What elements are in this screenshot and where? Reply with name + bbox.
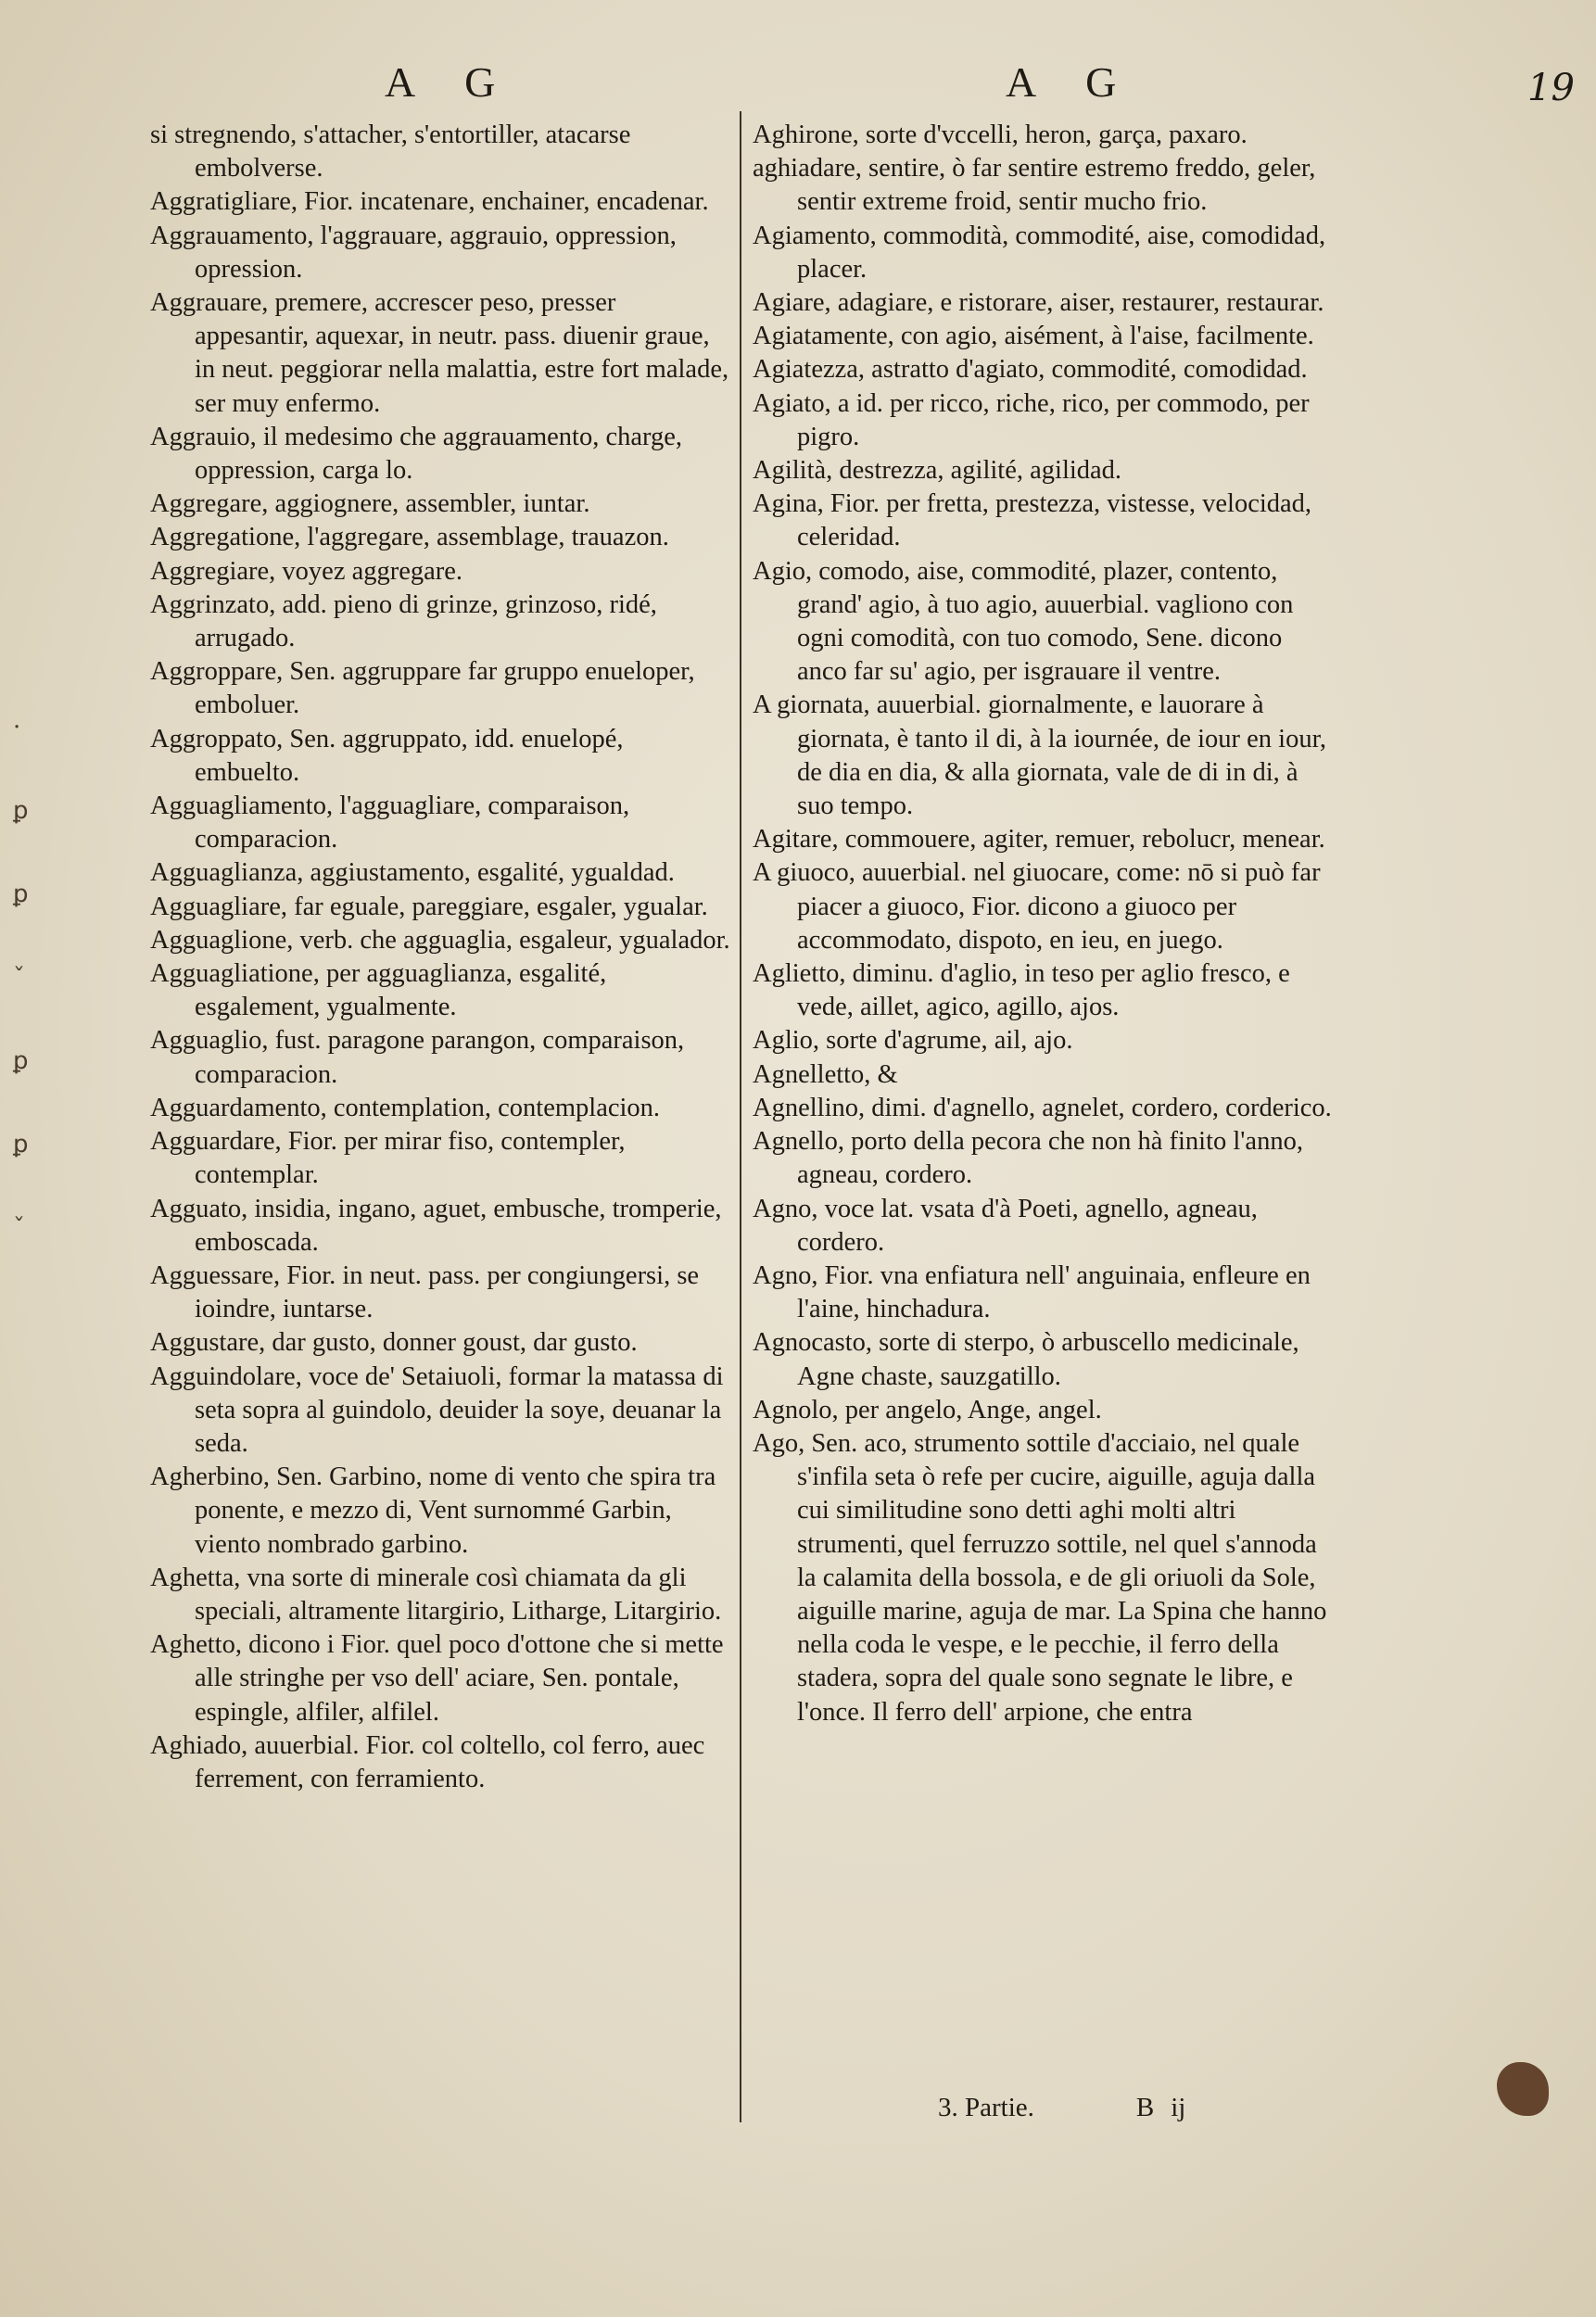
footer-part: 3. Partie. <box>938 2093 1034 2122</box>
dictionary-entry: Aggrauio, il medesimo che aggrauamento, charge, oppression, carga lo. <box>150 422 683 486</box>
dictionary-entry: Agnelletto, & <box>753 1059 898 1089</box>
dictionary-entry: si stregnendo, s'attacher, s'entortiller, atacarse embolverse. <box>150 120 631 184</box>
dictionary-entry: Agherbino, Sen. Garbino, nome di vento che spira tra ponente, e mezzo di, Vent surnommé Garbin, viento nombrado garbino. <box>150 1462 716 1559</box>
page-number: 19 <box>1527 67 1575 109</box>
column-divider <box>740 111 741 2122</box>
dictionary-entry: Agiamento, commodità, commodité, aise, comodidad, placer. <box>753 221 1326 284</box>
dictionary-entry: Agiatezza, astratto d'agiato, commodité, comodidad. <box>753 355 1308 385</box>
dictionary-entry: Agno, voce lat. vsata d'à Poeti, agnello, agneau, cordero. <box>753 1194 1258 1257</box>
dictionary-entry: Aggustare, dar gusto, donner goust, dar gusto. <box>150 1328 638 1358</box>
dictionary-entry: Agguato, insidia, ingano, aguet, embusche, tromperie, emboscada. <box>150 1194 722 1257</box>
margin-marks: · ꝑ ꝑ ˇ ꝑ ꝑ ˇ <box>13 714 29 1242</box>
running-head-right: A G <box>1006 58 1137 106</box>
dictionary-entry: Agiato, a id. per ricco, riche, rico, per commodo, per pigro. <box>753 388 1310 451</box>
dictionary-entry: Agguaglione, verb. che agguaglia, esgaleur, ygualador. <box>150 925 730 955</box>
dictionary-entry: Agilità, destrezza, agilité, agilidad. <box>753 456 1122 486</box>
dictionary-entry: Agnolo, per angelo, Ange, angel. <box>753 1395 1102 1424</box>
dictionary-entry: Agio, comodo, aise, commodité, plazer, contento, grand' agio, à tuo agio, auuerbial. vagliono con ogni comodità, con tuo comodo, Sene. dicono anco far su' agio, per isgrauare il ventre. <box>753 556 1294 687</box>
dictionary-entry: Aggrauamento, l'aggrauare, aggrauio, oppression, opression. <box>150 221 677 284</box>
dictionary-entry: Aggratigliare, Fior. incatenare, enchainer, encadenar. <box>150 187 709 217</box>
dictionary-entry: Agnocasto, sorte di sterpo, ò arbuscello medicinale, Agne chaste, sauzgatillo. <box>753 1328 1299 1391</box>
dictionary-entry: Agguaglianza, aggiustamento, esgalité, ygualdad. <box>150 858 675 888</box>
dictionary-entry: Aghetta, vna sorte di minerale così chiamata da gli speciali, altramente litargirio, Litharge, Litargirio. <box>150 1563 722 1626</box>
dictionary-entry: Agguaglio, fust. paragone parangon, comparaison, comparacion. <box>150 1026 685 1089</box>
dictionary-entry: Aggregiare, voyez aggregare. <box>150 556 463 586</box>
dictionary-entry: Aghetto, dicono i Fior. quel poco d'ottone che si mette alle stringhe per vso dell' aciare, Sen. pontale, espingle, alfiler, alfilel. <box>150 1630 724 1727</box>
dictionary-entry: Agguardamento, contemplation, contemplacion. <box>150 1093 661 1122</box>
dictionary-entry: Agguindolare, voce de' Setaiuoli, formar la matassa di seta sopra al guindolo, deuider la soye, deuanar la seda. <box>150 1361 724 1458</box>
dictionary-entry: Agiare, adagiare, e ristorare, aiser, restaurer, restaurar. <box>753 288 1324 318</box>
dictionary-entry: Aglietto, diminu. d'aglio, in teso per aglio fresco, e vede, aillet, agico, agillo, ajos. <box>753 959 1290 1022</box>
dictionary-entry: Agguardare, Fior. per mirar fiso, contempler, contemplar. <box>150 1127 626 1190</box>
dictionary-entry: Agitare, commouere, agiter, remuer, rebolucr, menear. <box>753 825 1325 855</box>
dictionary-entry: Aggregatione, l'aggregare, assemblage, trauazon. <box>150 523 669 552</box>
dictionary-entry: Agnellino, dimi. d'agnello, agnelet, cordero, corderico. <box>753 1093 1332 1122</box>
right-column <box>753 119 1336 1729</box>
dictionary-entry: Agno, Fior. vna enfiatura nell' anguinaia, enfleure en l'aine, hinchadura. <box>753 1260 1311 1324</box>
page-footer <box>938 2093 1185 2123</box>
running-head-left: A G <box>385 58 516 106</box>
dictionary-entry: Agnello, porto della pecora che non hà finito l'anno, agneau, cordero. <box>753 1127 1303 1190</box>
dictionary-entry: Agguagliare, far eguale, pareggiare, esgaler, ygualar. <box>150 892 708 921</box>
footer-signature-number: ij <box>1171 2093 1186 2122</box>
dictionary-entry: Aggrauare, premere, accrescer peso, presser appesantir, aquexar, in neutr. pass. diuenir graue, in neut. peggiorar nella malattia, estre fort malade, ser muy enfermo. <box>150 288 729 418</box>
dictionary-entry: A giuoco, auuerbial. nel giuocare, come: nō si può far piacer a giuoco, Fior. dicono a giuoco per accommodato, dispoto, en ieu, en juego. <box>753 858 1321 955</box>
dictionary-entry: Aggrinzato, add. pieno di grinze, grinzoso, ridé, arrugado. <box>150 589 657 653</box>
dictionary-entry: Agguagliatione, per agguaglianza, esgalité, esgalement, ygualmente. <box>150 959 607 1022</box>
dictionary-entry: Aghirone, sorte d'vccelli, heron, garça, paxaro. <box>753 120 1248 149</box>
dictionary-entry: Agina, Fior. per fretta, prestezza, vistesse, velocidad, celeridad. <box>753 489 1312 552</box>
dictionary-entry: Agguessare, Fior. in neut. pass. per congiungersi, se ioindre, iuntarse. <box>150 1260 700 1324</box>
footer-signature: B <box>1135 2093 1155 2122</box>
dictionary-entry: Aggroppare, Sen. aggruppare far gruppo enueloper, emboluer. <box>150 657 695 720</box>
dictionary-entry: Aggregare, aggiognere, assembler, iuntar. <box>150 489 590 519</box>
dictionary-entry: Agguagliamento, l'agguagliare, comparaison, comparacion. <box>150 791 630 855</box>
dictionary-entry: Aghiado, auuerbial. Fior. col coltello, col ferro, auec ferrement, con ferramiento. <box>150 1730 705 1793</box>
dictionary-entry: aghiadare, sentire, ò far sentire estremo freddo, geler, sentir extreme froid, sentir mucho frio. <box>753 154 1316 217</box>
dictionary-entry: Aglio, sorte d'agrume, ail, ajo. <box>753 1026 1073 1056</box>
dictionary-entry: Ago, Sen. aco, strumento sottile d'acciaio, nel quale s'infila seta ò refe per cucire, aiguille, aguja dalla cui similitudine sono detti aghi molti altri strumenti, quel ferruzzo sottile, nel quel s'annoda la calamita della bossola, e de gli oriuoli da Sole, aiguille marine, aguja de mar. La Spina che hanno nella coda le vespe, e le pecchie, il ferro della stadera, sopra del quale sono segnate le libre, e l'once. Il ferro dell' arpione, che entra <box>753 1428 1327 1727</box>
dictionary-entry: A giornata, auuerbial. giornalmente, e lauorare à giornata, è tanto il di, à la iournée, de iour en iour, de dia en dia, & alla giornata, vale de di in di, à suo tempo. <box>753 690 1327 821</box>
dictionary-entry: Agiatamente, con agio, aisément, à l'aise, facilmente. <box>753 322 1314 351</box>
left-column <box>150 119 732 1796</box>
dictionary-entry: Aggroppato, Sen. aggruppato, idd. enuelopé, embuelto. <box>150 724 624 787</box>
ink-stain <box>1497 2062 1549 2116</box>
